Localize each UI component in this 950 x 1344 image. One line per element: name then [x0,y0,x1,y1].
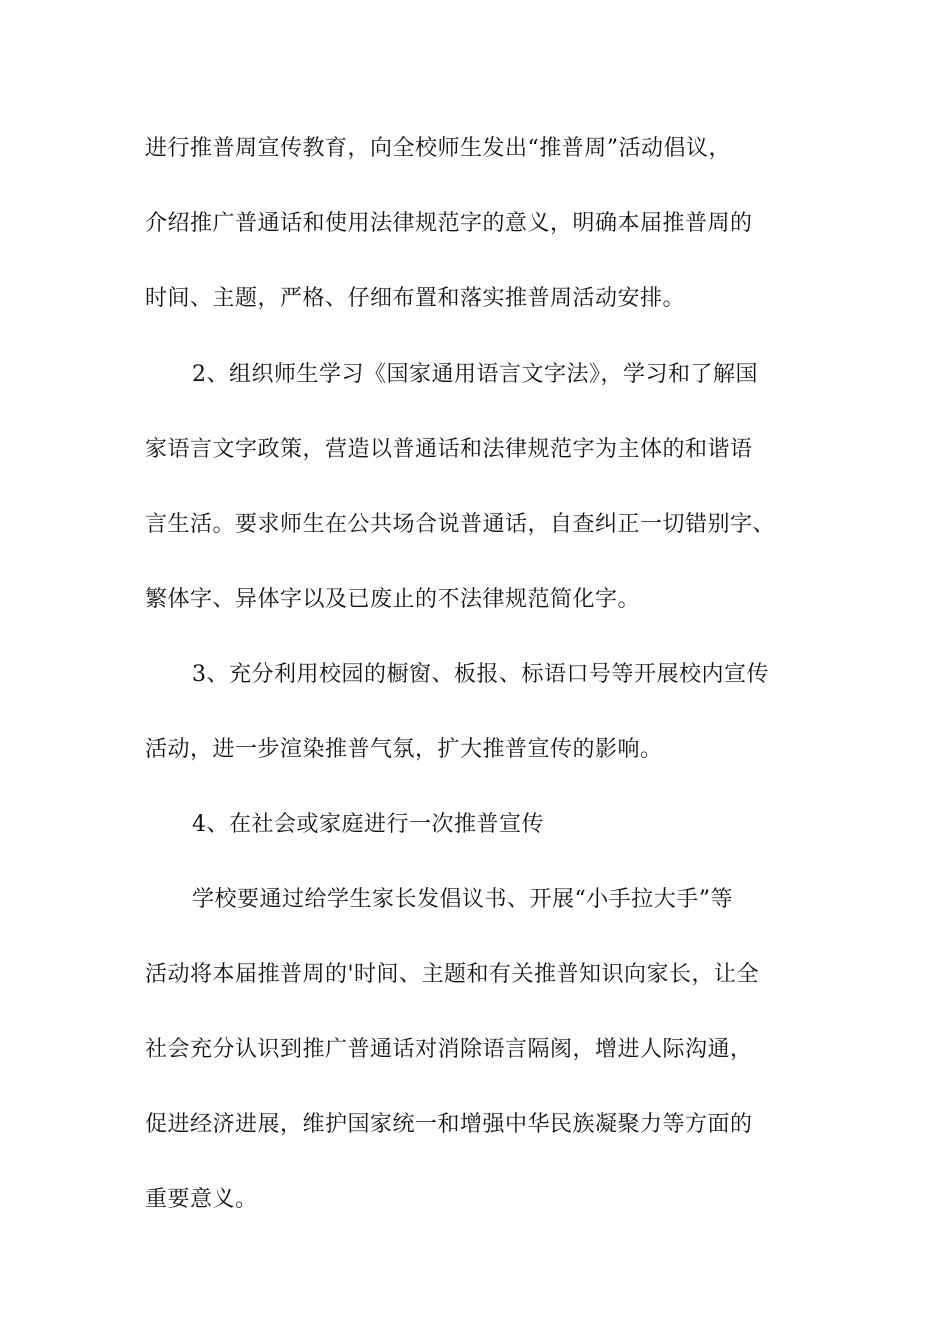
text-line: 活动，进一步渲染推普气氛，扩大推普宣传的影响。 [145,737,663,762]
text-line: 进行推普周宣传教育，向全校师生发出“推普周”活动倡议， [145,136,731,161]
text-line: 介绍推广普通话和使用法律规范字的意义，明确本届推普周的 [145,211,753,236]
text-line: 言生活。要求师生在公共场合说普通话，自查纠正一切错别字、 [145,512,776,537]
text-line: 社会充分认识到推广普通话对消除语言隔阂，增进人际沟通， [145,1037,753,1062]
paragraph-item-4-heading: 4、在社会或家庭进行一次推普宣传 [192,812,544,837]
text-line: 重要意义。 [145,1187,258,1212]
text-line: 促进经济进展，维护国家统一和增强中华民族凝聚力等方面的 [145,1112,753,1137]
paragraph-item-2: 2、组织师生学习《国家通用语言文字法》，学习和了解国 [192,362,758,387]
text-line: 时间、主题，严格、仔细布置和落实推普周活动安排。 [145,286,686,311]
text-line: 活动将本届推普周的'时间、主题和有关推普知识向家长，让全 [145,962,760,987]
text-line: 繁体字、异体字以及已废止的不法律规范简化字。 [145,587,641,612]
text-line: 家语言文字政策，营造以普通话和法律规范字为主体的和谐语 [145,437,753,462]
paragraph-item-3: 3、充分利用校园的橱窗、板报、标语口号等开展校内宣传 [192,662,769,687]
paragraph-start: 学校要通过给学生家长发倡议书、开展“小手拉大手”等 [192,887,733,912]
